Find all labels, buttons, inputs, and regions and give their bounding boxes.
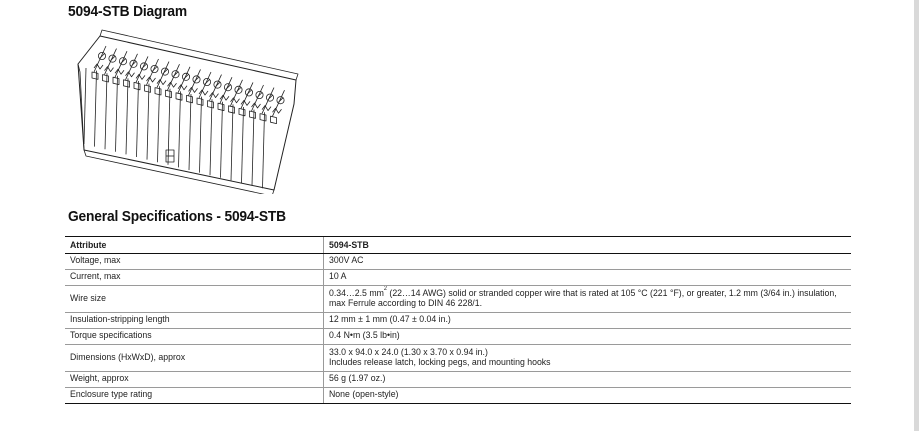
page-edge-bar (914, 0, 919, 431)
specifications-table (65, 236, 851, 404)
table-row (65, 372, 851, 388)
value-cell: 56 g (1.97 oz.) (323, 372, 851, 388)
column-header-model: 5094-STB (323, 237, 851, 254)
value-cell: 0.34…2.5 $mm^2$ (22…14 AWG) solid or stranded copper wire that is rated at 105 °C (221 °F), or greater, 1.2 mm (3/64 in.) insulation, max Ferrule according to DIN 46 228/1. (323, 286, 851, 313)
value-cell: 10 A (323, 270, 851, 286)
attribute-cell: Torque specifications (65, 329, 323, 345)
attribute-cell: Wire size (65, 286, 323, 313)
attribute-cell: Voltage, max (65, 254, 323, 270)
table-row (65, 345, 851, 372)
column-header-attribute: Attribute (65, 237, 323, 254)
table-row (65, 286, 851, 313)
value-cell: None (open-style) (323, 388, 851, 404)
table-row (65, 254, 851, 270)
value-cell: 300V AC (323, 254, 851, 270)
value-cell: 0.4 N•m (3.5 lb•in) (323, 329, 851, 345)
attribute-cell: Dimensions (HxWxD), approx (65, 345, 323, 372)
attribute-cell: Insulation-stripping length (65, 313, 323, 329)
value-cell: 12 mm ± 1 mm (0.47 ± 0.04 in.) (323, 313, 851, 329)
value-cell: 33.0 x 94.0 x 24.0 (1.30 x 3.70 x 0.94 in.) Includes release latch, locking pegs, and mounting hooks (323, 345, 851, 372)
table-header-row (65, 237, 851, 254)
attribute-cell: Enclosure type rating (65, 388, 323, 404)
specifications-heading: General Specifications - 5094-STB (68, 208, 286, 225)
table-row (65, 329, 851, 345)
terminal-block-diagram (74, 28, 304, 194)
attribute-cell: Current, max (65, 270, 323, 286)
table-row (65, 313, 851, 329)
table-row (65, 270, 851, 286)
diagram-heading: 5094-STB Diagram (68, 3, 188, 20)
attribute-cell: Weight, approx (65, 372, 323, 388)
table-row (65, 388, 851, 404)
